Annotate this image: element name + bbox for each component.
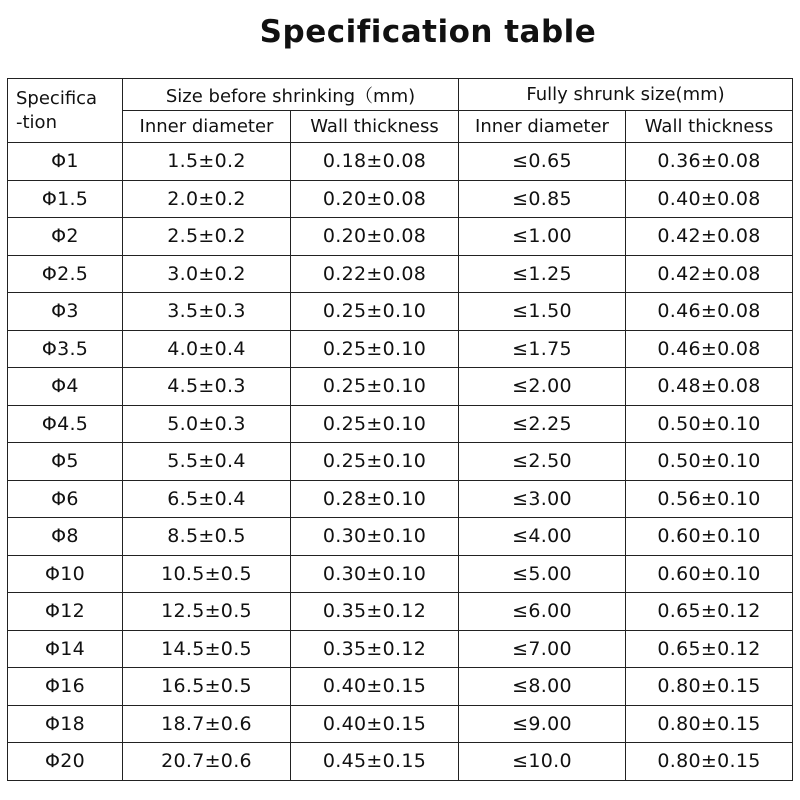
table-row <box>8 630 793 668</box>
cell-before-inner-diameter: 5.5±0.4 <box>123 443 291 481</box>
table-row <box>8 555 793 593</box>
cell-after-wall-thickness: 0.46±0.08 <box>626 293 793 331</box>
cell-before-inner-diameter: 2.0±0.2 <box>123 180 291 218</box>
cell-after-wall-thickness: 0.80±0.15 <box>626 743 793 781</box>
cell-specification: Φ12 <box>8 593 123 631</box>
cell-after-inner-diameter: ≤1.25 <box>459 255 626 293</box>
cell-after-wall-thickness: 0.60±0.10 <box>626 555 793 593</box>
cell-before-wall-thickness: 0.25±0.10 <box>291 443 459 481</box>
cell-before-wall-thickness: 0.25±0.10 <box>291 293 459 331</box>
cell-before-inner-diameter: 14.5±0.5 <box>123 630 291 668</box>
cell-after-wall-thickness: 0.36±0.08 <box>626 143 793 181</box>
cell-after-inner-diameter: ≤0.65 <box>459 143 626 181</box>
cell-after-inner-diameter: ≤2.25 <box>459 405 626 443</box>
cell-after-wall-thickness: 0.80±0.15 <box>626 705 793 743</box>
cell-before-wall-thickness: 0.40±0.15 <box>291 668 459 706</box>
cell-after-wall-thickness: 0.50±0.10 <box>626 443 793 481</box>
table-body <box>8 143 793 781</box>
table-row <box>8 293 793 331</box>
header-before-inner-diameter: Inner diameter <box>123 111 291 143</box>
cell-before-inner-diameter: 10.5±0.5 <box>123 555 291 593</box>
cell-before-inner-diameter: 4.5±0.3 <box>123 368 291 406</box>
cell-before-inner-diameter: 8.5±0.5 <box>123 518 291 556</box>
cell-after-inner-diameter: ≤3.00 <box>459 480 626 518</box>
cell-before-wall-thickness: 0.25±0.10 <box>291 330 459 368</box>
cell-specification: Φ18 <box>8 705 123 743</box>
table-row <box>8 593 793 631</box>
header-specification-line2: -tion <box>16 111 57 133</box>
cell-after-inner-diameter: ≤4.00 <box>459 518 626 556</box>
cell-before-wall-thickness: 0.40±0.15 <box>291 705 459 743</box>
cell-before-wall-thickness: 0.30±0.10 <box>291 518 459 556</box>
cell-specification: Φ6 <box>8 480 123 518</box>
cell-after-wall-thickness: 0.40±0.08 <box>626 180 793 218</box>
cell-before-inner-diameter: 3.5±0.3 <box>123 293 291 331</box>
cell-after-wall-thickness: 0.46±0.08 <box>626 330 793 368</box>
cell-after-inner-diameter: ≤1.50 <box>459 293 626 331</box>
cell-specification: Φ5 <box>8 443 123 481</box>
cell-before-inner-diameter: 20.7±0.6 <box>123 743 291 781</box>
cell-specification: Φ1.5 <box>8 180 123 218</box>
cell-before-inner-diameter: 3.0±0.2 <box>123 255 291 293</box>
table-row <box>8 330 793 368</box>
table-row <box>8 143 793 181</box>
table-row <box>8 480 793 518</box>
cell-before-inner-diameter: 16.5±0.5 <box>123 668 291 706</box>
cell-before-inner-diameter: 1.5±0.2 <box>123 143 291 181</box>
cell-after-inner-diameter: ≤7.00 <box>459 630 626 668</box>
cell-before-wall-thickness: 0.20±0.08 <box>291 180 459 218</box>
cell-before-inner-diameter: 4.0±0.4 <box>123 330 291 368</box>
cell-after-wall-thickness: 0.65±0.12 <box>626 630 793 668</box>
cell-after-wall-thickness: 0.48±0.08 <box>626 368 793 406</box>
cell-specification: Φ14 <box>8 630 123 668</box>
cell-after-inner-diameter: ≤2.50 <box>459 443 626 481</box>
table-row <box>8 668 793 706</box>
header-row-columns <box>8 111 793 143</box>
table-row <box>8 255 793 293</box>
cell-after-wall-thickness: 0.42±0.08 <box>626 255 793 293</box>
cell-before-wall-thickness: 0.22±0.08 <box>291 255 459 293</box>
cell-after-inner-diameter: ≤10.0 <box>459 743 626 781</box>
cell-after-inner-diameter: ≤1.75 <box>459 330 626 368</box>
page-title: Specification table <box>259 14 597 50</box>
cell-after-wall-thickness: 0.56±0.10 <box>626 480 793 518</box>
cell-specification: Φ3.5 <box>8 330 123 368</box>
cell-after-inner-diameter: ≤6.00 <box>459 593 626 631</box>
cell-specification: Φ2.5 <box>8 255 123 293</box>
cell-before-wall-thickness: 0.30±0.10 <box>291 555 459 593</box>
cell-after-wall-thickness: 0.65±0.12 <box>626 593 793 631</box>
header-after-inner-diameter: Inner diameter <box>459 111 626 143</box>
cell-after-wall-thickness: 0.60±0.10 <box>626 518 793 556</box>
cell-before-wall-thickness: 0.35±0.12 <box>291 593 459 631</box>
cell-before-wall-thickness: 0.28±0.10 <box>291 480 459 518</box>
cell-after-inner-diameter: ≤8.00 <box>459 668 626 706</box>
header-specification <box>8 79 123 143</box>
cell-specification: Φ3 <box>8 293 123 331</box>
cell-before-wall-thickness: 0.20±0.08 <box>291 218 459 256</box>
cell-before-inner-diameter: 18.7±0.6 <box>123 705 291 743</box>
cell-after-inner-diameter: ≤0.85 <box>459 180 626 218</box>
cell-before-wall-thickness: 0.45±0.15 <box>291 743 459 781</box>
header-specification-line1: Specifica <box>16 87 98 109</box>
table-row <box>8 743 793 781</box>
cell-before-inner-diameter: 2.5±0.2 <box>123 218 291 256</box>
header-before-wall-thickness: Wall thickness <box>291 111 459 143</box>
cell-specification: Φ20 <box>8 743 123 781</box>
cell-specification: Φ16 <box>8 668 123 706</box>
cell-after-inner-diameter: ≤1.00 <box>459 218 626 256</box>
table-row <box>8 705 793 743</box>
cell-after-wall-thickness: 0.50±0.10 <box>626 405 793 443</box>
header-after-wall-thickness: Wall thickness <box>626 111 793 143</box>
table-header <box>8 79 793 143</box>
cell-after-inner-diameter: ≤2.00 <box>459 368 626 406</box>
cell-specification: Φ2 <box>8 218 123 256</box>
specification-table <box>7 78 793 781</box>
cell-before-wall-thickness: 0.18±0.08 <box>291 143 459 181</box>
header-fully-shrunk-size: Fully shrunk size(mm) <box>459 79 793 111</box>
cell-before-inner-diameter: 6.5±0.4 <box>123 480 291 518</box>
cell-specification: Φ4.5 <box>8 405 123 443</box>
header-row-groups <box>8 79 793 111</box>
cell-after-wall-thickness: 0.80±0.15 <box>626 668 793 706</box>
cell-before-inner-diameter: 12.5±0.5 <box>123 593 291 631</box>
table-row <box>8 368 793 406</box>
header-size-before-shrinking: Size before shrinking（mm) <box>123 79 459 111</box>
cell-after-inner-diameter: ≤9.00 <box>459 705 626 743</box>
cell-specification: Φ4 <box>8 368 123 406</box>
cell-specification: Φ8 <box>8 518 123 556</box>
table-row <box>8 443 793 481</box>
cell-specification: Φ10 <box>8 555 123 593</box>
cell-before-wall-thickness: 0.35±0.12 <box>291 630 459 668</box>
cell-specification: Φ1 <box>8 143 123 181</box>
cell-before-wall-thickness: 0.25±0.10 <box>291 405 459 443</box>
cell-before-wall-thickness: 0.25±0.10 <box>291 368 459 406</box>
table-row <box>8 180 793 218</box>
cell-after-wall-thickness: 0.42±0.08 <box>626 218 793 256</box>
table-row <box>8 405 793 443</box>
table-row <box>8 218 793 256</box>
cell-before-inner-diameter: 5.0±0.3 <box>123 405 291 443</box>
table-row <box>8 518 793 556</box>
cell-after-inner-diameter: ≤5.00 <box>459 555 626 593</box>
